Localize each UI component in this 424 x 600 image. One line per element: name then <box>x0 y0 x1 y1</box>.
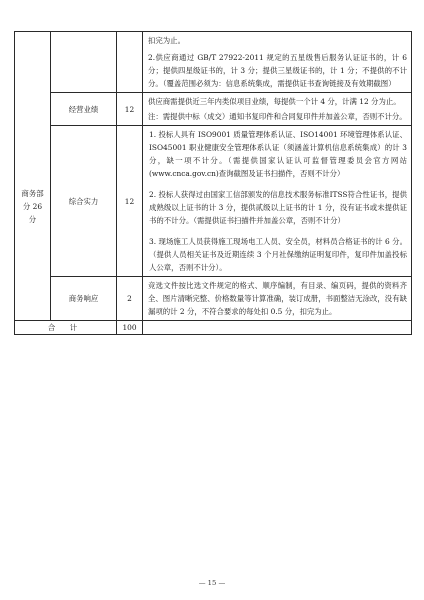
desc-business-performance-p1: 供应商需提供近三年内类似项目业绩，每提供一个计 4 分，计满 12 分为止。 <box>148 97 401 106</box>
desc-business-performance-p2: 注：需提供中标（成交）通知书复印件和合同复印件并加盖公章，否则不计分。 <box>148 112 407 121</box>
total-points: 100 <box>117 321 143 335</box>
item-business-performance: 经营业绩 <box>51 93 117 126</box>
item-overall-strength: 综合实力 <box>51 126 117 277</box>
item-business-response: 商务响应 <box>51 277 117 321</box>
row-overall-strength <box>15 126 412 277</box>
continuation-description <box>143 32 412 93</box>
desc-overall-strength-p3: 3. 现场施工人员获得施工现场电工人员、安全员，材料员合格证书的计 6 分。（提供人员相关证书及近期连续 3 个月社保缴纳证明复印件，复印件加盖投标人公章，否则不计分）。 <box>149 237 407 272</box>
points-business-performance: 12 <box>117 93 143 126</box>
row-business-response <box>15 277 412 321</box>
desc-business-response-p1: 竞选文件按比选文件规定的格式、顺序编制，有目录、编页码，提供的资料齐全、图片清晰完整、价格数量等计算准确，装订成册，书面整洁无涂改，没有缺漏项的计 2 分，不符合要求的每处扣 0.5 分，扣完为止。 <box>148 281 407 316</box>
desc-overall-strength-p2: 2. 投标人获得过由国家工信部颁发的信息技术服务标准ITSS符合性证书，提供成熟级以上证书的计 3 分，提供贰级以上证书的计 1 分，没有证书或未提供证书的不计分。（需提供证书扫描件并加盖公章，否则不计分） <box>149 190 407 225</box>
category-cell <box>15 93 51 321</box>
desc-overall-strength <box>143 126 412 277</box>
points-business-response: 2 <box>117 277 143 321</box>
continuation-line-2: 2.供应商通过 GB/T 27922-2011 规定的五星级售后服务认证证书的，计 6 分；提供四星级证书的，计 3 分；提供三星级证书的，计 1 分；不提供的不计分。（覆盖范围必须为：信息系统集成，需提供证书查询链接及有效期截图） <box>148 53 407 88</box>
desc-business-response <box>143 277 412 321</box>
total-label: 合 计 <box>15 321 117 335</box>
row-total <box>15 321 412 335</box>
row-business-performance <box>15 93 412 126</box>
continuation-category-cell <box>15 32 51 93</box>
continuation-line-1: 扣完为止。 <box>148 36 185 45</box>
category-label: 商务部分 26 分 <box>21 188 44 224</box>
desc-overall-strength-p1: 1. 投标人具有 ISO9001 质量管理体系认证、ISO14001 环境管理体系认证、ISO45001 职业健康安全管理体系认证（须涵盖计算机信息系统集成）的计 3 分，缺一项不计分。（需提供国家认证认可监督管理委员会官方网站(www.cnca.gov.cn)查询截图及证书扫描件，否则不计分） <box>149 130 407 178</box>
page-number: — 15 — <box>198 579 226 587</box>
points-overall-strength: 12 <box>117 126 143 277</box>
continuation-item-cell <box>51 32 117 93</box>
desc-business-performance <box>143 93 412 126</box>
continuation-points-cell <box>117 32 143 93</box>
scoring-table <box>14 31 412 335</box>
continuation-row <box>15 32 412 93</box>
total-empty-cell <box>143 321 412 335</box>
